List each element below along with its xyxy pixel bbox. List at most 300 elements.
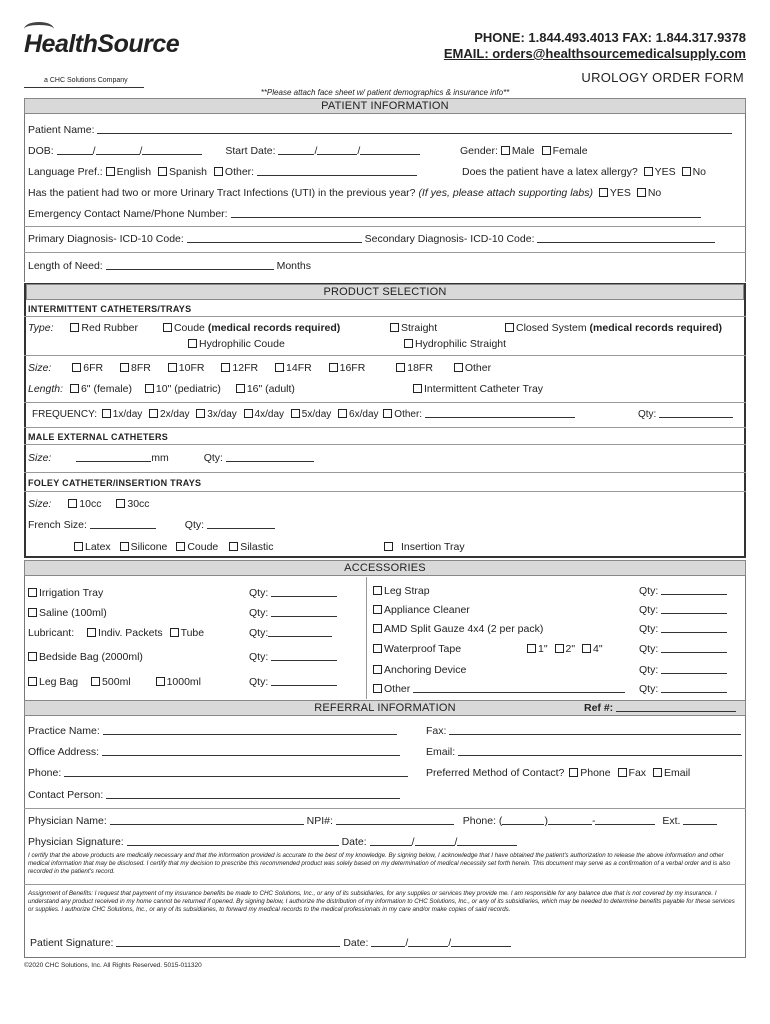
pref-email-checkbox[interactable]	[653, 768, 662, 777]
appliance-checkbox[interactable]	[373, 605, 382, 614]
male-external-heading: MALE EXTERNAL CATHETERS	[28, 432, 169, 442]
size-8fr-label: 8FR	[131, 362, 151, 374]
indiv-packets-checkbox[interactable]	[87, 628, 96, 637]
primary-dx-field[interactable]	[187, 233, 362, 243]
freq-6-label: 6x/day	[349, 409, 379, 420]
saline-qty-label: Qty:	[249, 607, 269, 619]
male-qty-field[interactable]	[226, 452, 314, 462]
emergency-field[interactable]	[231, 208, 701, 218]
divider	[24, 252, 746, 253]
start-date-label: Start Date:	[225, 145, 276, 157]
patient-signature-label: Patient Signature:	[30, 937, 114, 949]
certification-text: I certify that the above products are medically necessary and that the information provided is accurate to the best of my knowledge. By signing below, I acknowledge that I have obtained the patient's authorization to release the above information and other medical information that may be disclosed. I certify that my decision to prescribe this recommended product was solely based on my determination of medical necessity set forth herein. This document may serve as a confirmation of a verbal order and is also recorded in the patient's record.	[28, 852, 731, 875]
dob-label: DOB:	[28, 145, 54, 157]
tape-1-label: 1"	[538, 643, 548, 655]
freq-2-label: 2x/day	[160, 409, 190, 420]
patient-date-month-field[interactable]	[371, 937, 405, 947]
freq-qty-field[interactable]	[659, 408, 733, 418]
leg-strap-checkbox[interactable]	[373, 586, 382, 595]
pref-fax-label: Fax	[628, 767, 647, 779]
acc-other-label: Other	[384, 683, 411, 695]
bedside-qty-label: Qty:	[249, 651, 269, 663]
freq-3-checkbox[interactable]	[196, 409, 205, 418]
irrigation-qty-field[interactable]	[271, 587, 337, 597]
french-size-field[interactable]	[90, 519, 156, 529]
male-size-label: Size:	[28, 452, 52, 464]
silastic-checkbox[interactable]	[229, 542, 238, 551]
leg-bag-1000-checkbox[interactable]	[156, 677, 165, 686]
anchoring-label: Anchoring Device	[384, 664, 467, 676]
size-row	[28, 362, 491, 374]
size-10fr-label: 10FR	[178, 362, 205, 374]
foley-heading: FOLEY CATHETER/INSERTION TRAYS	[28, 478, 202, 488]
uti-yes-label: YES	[609, 187, 631, 199]
freq-5-label: 5x/day	[301, 409, 332, 420]
silicone-checkbox[interactable]	[120, 542, 129, 551]
preferred-contact-row	[426, 767, 690, 779]
size-16fr-checkbox[interactable]	[329, 363, 338, 372]
freq-2-checkbox[interactable]	[149, 409, 158, 418]
office-row	[28, 746, 400, 758]
npi-field[interactable]	[336, 815, 454, 825]
length-10-checkbox[interactable]	[145, 384, 154, 393]
tape-4-checkbox[interactable]	[582, 644, 591, 653]
cc10-checkbox[interactable]	[68, 499, 77, 508]
divider	[24, 472, 746, 473]
size-other-label: Other	[464, 362, 492, 374]
divider	[24, 884, 746, 885]
cath-tray-label: Intermittent Catheter Tray	[424, 383, 544, 395]
freq-qty-label: Qty:	[638, 409, 657, 420]
lubricant-qty-field[interactable]	[268, 627, 332, 637]
office-field[interactable]	[102, 746, 400, 756]
english-label: English	[116, 166, 152, 178]
phone-fax-line: PHONE: 1.844.493.4013 FAX: 1.844.317.9378	[474, 30, 746, 45]
acc-other-qty-field[interactable]	[661, 683, 727, 693]
appliance-qty-field[interactable]	[661, 604, 727, 614]
female-checkbox[interactable]	[542, 146, 551, 155]
uti-no-checkbox[interactable]	[637, 188, 646, 197]
fax-label: Fax:	[426, 725, 447, 737]
assignment-text: Assignment of Benefits: I request that payment of my insurance benefits be made to CHC Solutions, Inc., or any of its subsidiaries, for any supplies or services they provide me. I am responsible for any balance due that is not covered by my insurance. I understand any product received in my home cannot be returned if opened. By signing below, I authorize the distribution of my information to CHC Solutions, Inc., or any of its subsidiaries, which may be needed to determine benefits payable for these services or supplies. I authorize CHC Solutions, Inc., or any of its subsidiaries, to forward my medical records to the medical professionals in my care and/or make copies of said records.	[28, 890, 735, 913]
divider	[24, 402, 746, 403]
mm-label: mm	[151, 452, 169, 464]
foley-qty-label: Qty:	[184, 519, 205, 531]
other-lang-checkbox[interactable]	[214, 167, 223, 176]
leg-bag-row	[28, 676, 201, 688]
divider	[24, 427, 746, 428]
practice-field[interactable]	[103, 725, 397, 735]
hydro-coude-label: Hydrophilic Coude	[199, 338, 285, 350]
insertion-tray-label: Insertion Tray	[401, 541, 465, 553]
pref-fax-checkbox[interactable]	[618, 768, 627, 777]
lubricant-qty	[249, 627, 332, 639]
appliance-row	[373, 604, 470, 616]
freq-1-checkbox[interactable]	[102, 409, 111, 418]
closed-system-checkbox[interactable]	[505, 323, 514, 332]
foley-size-label: Size:	[28, 498, 52, 510]
emergency-row	[28, 208, 701, 220]
dob-day-field[interactable]	[96, 145, 140, 155]
waterproof-qty-field[interactable]	[661, 643, 727, 653]
cath-tray-checkbox[interactable]	[413, 384, 422, 393]
acc-other-row	[373, 683, 625, 695]
size-12fr-checkbox[interactable]	[221, 363, 230, 372]
physician-phone-line-field[interactable]	[595, 815, 655, 825]
tape-1-checkbox[interactable]	[527, 644, 536, 653]
spanish-checkbox[interactable]	[158, 167, 167, 176]
foley-size-row	[28, 498, 150, 510]
dob-month-field[interactable]	[57, 145, 93, 155]
frequency-label: FREQUENCY:	[32, 409, 98, 420]
freq-6-checkbox[interactable]	[338, 409, 347, 418]
french-size-row	[28, 519, 275, 531]
closed-system-med-req: (medical records required)	[589, 322, 722, 334]
diagnosis-row	[28, 233, 715, 245]
length-6-checkbox[interactable]	[70, 384, 79, 393]
physician-date-month-field[interactable]	[370, 836, 412, 846]
leg-strap-qty	[639, 585, 727, 597]
fax-field[interactable]	[449, 725, 741, 735]
size-18fr-label: 18FR	[407, 362, 433, 374]
physician-signature-label: Physician Signature:	[28, 836, 124, 848]
section-product-selection: PRODUCT SELECTION	[26, 284, 744, 300]
pref-phone-checkbox[interactable]	[569, 768, 578, 777]
size-10fr-checkbox[interactable]	[168, 363, 177, 372]
size-12fr-label: 12FR	[232, 362, 259, 374]
office-label: Office Address:	[28, 746, 100, 758]
red-rubber-checkbox[interactable]	[70, 323, 79, 332]
gauze-checkbox[interactable]	[373, 624, 382, 633]
length-10-label: 10" (pediatric)	[155, 383, 221, 395]
phone-label: Phone:	[28, 767, 62, 779]
gauze-row	[373, 623, 543, 635]
latex-label: Latex	[85, 541, 111, 553]
latex-checkbox[interactable]	[74, 542, 83, 551]
coude-med-req: (medical records required)	[207, 322, 341, 334]
cc10-label: 10cc	[79, 498, 102, 510]
saline-label: Saline (100ml)	[39, 607, 107, 619]
silicone-label: Silicone	[130, 541, 168, 553]
anchoring-qty-field[interactable]	[661, 664, 727, 674]
spanish-label: Spanish	[169, 166, 207, 178]
freq-4-checkbox[interactable]	[244, 409, 253, 418]
saline-qty-field[interactable]	[271, 607, 337, 617]
size-18fr-checkbox[interactable]	[396, 363, 405, 372]
anchoring-row	[373, 664, 466, 676]
uti-question: Has the patient had two or more Urinary Tract Infections (UTI) in the previous year?	[28, 187, 416, 199]
physician-field[interactable]	[110, 815, 304, 825]
gauze-qty-field[interactable]	[661, 623, 727, 633]
physician-signature-row: Physician Signature: Date: / /	[28, 836, 517, 848]
length-need-row	[28, 260, 311, 272]
straight-option	[390, 322, 437, 334]
size-14fr-label: 14FR	[286, 362, 312, 374]
freq-4-label: 4x/day	[254, 409, 285, 420]
referral-frame	[24, 700, 746, 958]
closed-system-option	[505, 322, 722, 334]
male-checkbox[interactable]	[501, 146, 510, 155]
emergency-label: Emergency Contact Name/Phone Number:	[28, 208, 228, 220]
tube-checkbox[interactable]	[170, 628, 179, 637]
patient-date-day-field[interactable]	[408, 937, 448, 947]
freq-qty	[638, 408, 733, 420]
freq-3-label: 3x/day	[207, 409, 237, 420]
freq-1-label: 1x/day	[112, 409, 143, 420]
tape-4-label: 4"	[593, 643, 603, 655]
latex-question: Does the patient have a latex allergy?	[462, 166, 638, 178]
other-lang-field[interactable]	[257, 166, 417, 176]
start-month-field[interactable]	[278, 145, 314, 155]
latex-no-checkbox[interactable]	[682, 167, 691, 176]
section-patient-information: PATIENT INFORMATION	[24, 98, 746, 114]
irrigation-qty-label: Qty:	[249, 587, 269, 599]
leg-strap-qty-label: Qty:	[639, 585, 659, 597]
indiv-packets-label: Indiv. Packets	[98, 627, 163, 639]
irrigation-qty	[249, 587, 337, 599]
length-need-field[interactable]	[106, 260, 274, 270]
physician-date-year-field[interactable]	[457, 836, 517, 846]
gender-label: Gender:	[460, 145, 498, 157]
latex-yes-checkbox[interactable]	[644, 167, 653, 176]
latex-row	[462, 166, 706, 178]
gender-row	[460, 145, 588, 157]
start-day-field[interactable]	[317, 145, 357, 155]
leg-bag-label: Leg Bag	[39, 676, 79, 688]
size-6fr-checkbox[interactable]	[72, 363, 81, 372]
freq-5-checkbox[interactable]	[291, 409, 300, 418]
contact-person-label: Contact Person:	[28, 789, 104, 801]
size-label: Size:	[28, 362, 52, 374]
french-size-label: French Size:	[28, 519, 87, 531]
gauze-qty	[639, 623, 727, 635]
uti-no-label: No	[647, 187, 662, 199]
saline-qty	[249, 607, 337, 619]
lubricant-row	[28, 627, 204, 639]
acc-other-qty-label: Qty:	[639, 683, 659, 695]
cath-tray-option	[413, 383, 543, 395]
cc30-label: 30cc	[127, 498, 150, 510]
appliance-qty	[639, 604, 727, 616]
practice-label: Practice Name:	[28, 725, 100, 737]
appliance-qty-label: Qty:	[639, 604, 659, 616]
divider	[24, 355, 746, 356]
form-title: UROLOGY ORDER FORM	[581, 70, 744, 85]
waterproof-qty-label: Qty:	[639, 643, 659, 655]
leg-strap-label: Leg Strap	[384, 585, 430, 597]
other-lang-label: Other:	[224, 166, 255, 178]
gauze-label: AMD Split Gauze 4x4 (2 per pack)	[384, 623, 544, 635]
straight-checkbox[interactable]	[390, 323, 399, 332]
foley-material-row	[74, 541, 273, 553]
start-year-field[interactable]	[360, 145, 420, 155]
section-accessories: ACCESSORIES	[24, 560, 746, 576]
bedside-checkbox[interactable]	[28, 652, 37, 661]
irrigation-checkbox[interactable]	[28, 588, 37, 597]
tape-2-label: 2"	[565, 643, 576, 655]
length-row	[28, 383, 295, 395]
leg-bag-1000-label: 1000ml	[166, 676, 202, 688]
email-field[interactable]	[458, 746, 742, 756]
lubricant-label: Lubricant:	[28, 627, 75, 639]
ext-label: Ext.	[662, 815, 681, 827]
tape-2-checkbox[interactable]	[555, 644, 564, 653]
uti-note: (If yes, please attach supporting labs)	[418, 187, 593, 199]
anchoring-qty-label: Qty:	[639, 664, 659, 676]
bedside-qty	[249, 651, 337, 663]
english-checkbox[interactable]	[106, 167, 115, 176]
dob-year-field[interactable]	[142, 145, 202, 155]
appliance-label: Appliance Cleaner	[384, 604, 470, 616]
saline-checkbox[interactable]	[28, 608, 37, 617]
male-label: Male	[511, 145, 535, 157]
physician-date-label: Date:	[341, 836, 367, 848]
irrigation-row	[28, 587, 103, 599]
male-size-field[interactable]	[76, 452, 151, 462]
practice-row	[28, 725, 397, 737]
saline-row	[28, 607, 107, 619]
size-8fr-checkbox[interactable]	[120, 363, 129, 372]
attach-note: **Please attach face sheet w/ patient demographics & insurance info**	[260, 88, 510, 97]
gauze-qty-label: Qty:	[639, 623, 659, 635]
language-row	[28, 166, 417, 178]
physician-label: Physician Name:	[28, 815, 107, 827]
waterproof-row	[373, 643, 461, 655]
straight-label: Straight	[401, 322, 438, 334]
language-label: Language Pref.:	[28, 166, 103, 178]
leg-bag-500-label: 500ml	[102, 676, 131, 688]
email-line[interactable]: EMAIL: orders@healthsourcemedicalsupply.com	[443, 46, 746, 61]
coude-material-label: Coude	[187, 541, 219, 553]
divider	[366, 577, 367, 699]
hydro-coude-checkbox[interactable]	[188, 339, 197, 348]
frequency-row	[32, 408, 575, 420]
physician-date-day-field[interactable]	[415, 836, 455, 846]
anchoring-qty	[639, 664, 727, 676]
lubricant-qty-label: Qty:	[249, 627, 269, 639]
ref-number-field[interactable]	[616, 702, 736, 712]
preferred-label: Preferred Method of Contact?	[426, 767, 565, 779]
length-16-checkbox[interactable]	[236, 384, 245, 393]
coude-material-checkbox[interactable]	[176, 542, 185, 551]
logo: HealthSource	[24, 30, 180, 58]
physician-phone-label: Phone: (	[462, 815, 503, 827]
form-header	[0, 0, 770, 96]
contact-info	[444, 30, 746, 62]
logo-subtitle: a CHC Solutions Company	[44, 77, 128, 84]
pref-phone-label: Phone	[580, 767, 611, 779]
divider	[24, 491, 746, 492]
leg-bag-qty	[249, 676, 337, 688]
npi-label: NPI#:	[306, 815, 333, 827]
closed-system-label: Closed System	[516, 322, 587, 334]
coude-label: Coude	[173, 322, 205, 334]
physician-phone-prefix-field[interactable]	[548, 815, 592, 825]
divider	[24, 444, 746, 445]
size-other-checkbox[interactable]	[454, 363, 463, 372]
phone-field[interactable]	[64, 767, 408, 777]
latex-no-label: No	[692, 166, 706, 178]
freq-other-checkbox[interactable]	[383, 409, 392, 418]
patient-name-label: Patient Name:	[28, 124, 95, 136]
length-16-label: 16" (adult)	[246, 383, 295, 395]
male-ext-row	[28, 452, 314, 464]
referral-title: REFERRAL INFORMATION	[314, 702, 456, 714]
acc-other-field[interactable]	[413, 683, 625, 693]
primary-dx-label: Primary Diagnosis- ICD-10 Code:	[28, 233, 184, 245]
coude-checkbox[interactable]	[163, 323, 172, 332]
anchoring-checkbox[interactable]	[373, 665, 382, 674]
leg-bag-checkbox[interactable]	[28, 677, 37, 686]
foley-qty-field[interactable]	[207, 519, 275, 529]
physician-phone-area-field[interactable]	[502, 815, 544, 825]
size-6fr-label: 6FR	[83, 362, 104, 374]
waterproof-checkbox[interactable]	[373, 644, 382, 653]
tape-sizes	[527, 643, 603, 655]
leg-strap-row	[373, 585, 430, 597]
patient-name-row	[28, 124, 732, 136]
patient-date-label: Date:	[343, 937, 369, 949]
irrigation-label: Irrigation Tray	[39, 587, 104, 599]
uti-row	[28, 187, 661, 199]
length-6-label: 6" (female)	[80, 383, 132, 395]
silastic-label: Silastic	[240, 541, 274, 553]
physician-signature-field[interactable]	[127, 836, 339, 846]
copyright: ©2020 CHC Solutions, Inc. All Rights Reserved. 5015-011320	[24, 962, 202, 969]
physician-row: Physician Name: NPI#: Phone: ( ) - Ext.	[28, 815, 717, 827]
hydro-straight-label: Hydrophilic Straight	[415, 338, 507, 350]
bedside-row	[28, 651, 143, 663]
freq-other-label: Other:	[394, 409, 423, 420]
contact-person-field[interactable]	[106, 789, 400, 799]
leg-strap-qty-field[interactable]	[661, 585, 727, 595]
hydro-coude-option	[188, 338, 285, 350]
fax-row	[426, 725, 741, 737]
insertion-tray-checkbox[interactable]	[384, 542, 393, 551]
patient-signature-field[interactable]	[116, 937, 340, 947]
leg-bag-qty-field[interactable]	[271, 676, 337, 686]
intermittent-heading: INTERMITTENT CATHETERS/TRAYS	[28, 304, 192, 314]
hydro-straight-option	[404, 338, 506, 350]
patient-date-year-field[interactable]	[451, 937, 511, 947]
ref-number	[584, 702, 736, 714]
latex-yes-label: YES	[654, 166, 676, 178]
patient-signature-row: Patient Signature: Date: / /	[30, 937, 511, 949]
size-14fr-checkbox[interactable]	[275, 363, 284, 372]
bedside-label: Bedside Bag (2000ml)	[39, 651, 143, 663]
cc30-checkbox[interactable]	[116, 499, 125, 508]
length-need-label: Length of Need:	[28, 260, 103, 272]
bedside-qty-field[interactable]	[271, 651, 337, 661]
leg-bag-500-checkbox[interactable]	[91, 677, 100, 686]
email-row	[426, 746, 742, 758]
divider	[24, 316, 746, 317]
divider	[24, 808, 746, 809]
uti-yes-checkbox[interactable]	[599, 188, 608, 197]
secondary-dx-field[interactable]	[537, 233, 715, 243]
leg-bag-qty-label: Qty:	[249, 676, 269, 688]
ext-field[interactable]	[683, 815, 717, 825]
female-label: Female	[552, 145, 588, 157]
email-label: Email:	[426, 746, 456, 758]
ref-number-label: Ref #:	[584, 702, 614, 714]
patient-name-field[interactable]	[97, 124, 732, 134]
hydro-straight-checkbox[interactable]	[404, 339, 413, 348]
acc-other-checkbox[interactable]	[373, 684, 382, 693]
tube-label: Tube	[180, 627, 205, 639]
freq-other-field[interactable]	[425, 408, 575, 418]
male-qty-label: Qty:	[203, 452, 223, 464]
